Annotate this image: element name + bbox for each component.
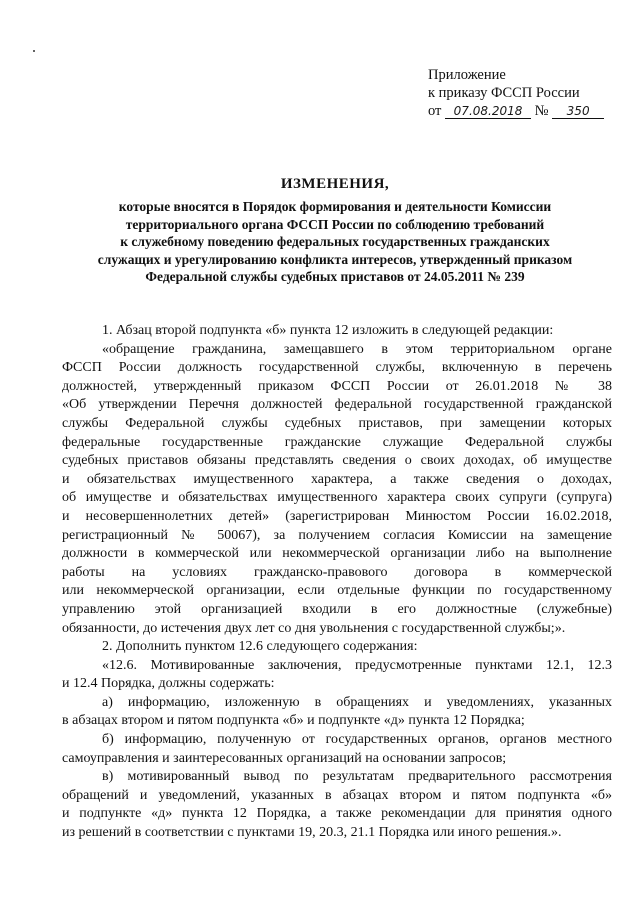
body-line: из решений в соответствии с пунктами 19, 20.3, 21.1 Порядка или иного решения.». <box>62 825 562 841</box>
appendix-label: Приложение <box>428 67 506 83</box>
heading-line: служащих и урегулированию конфликта интересов, утвержденный приказом <box>97 251 573 267</box>
body-line: службы Федеральной службы судебных приставов, при замещении которых <box>62 415 612 431</box>
date-prefix: от <box>428 103 442 119</box>
body-line: регистрационный № 50067), за получением согласия Комиссии на замещение <box>62 527 612 543</box>
body-line: а) информацию, изложенную в обращениях и уведомлениях, указанных <box>102 694 612 710</box>
document-body <box>62 322 612 843</box>
body-line: и 12.4 Порядка, должны содержать: <box>62 676 275 692</box>
body-line: ФССП России должность государственной службы, включенную в перечень <box>62 360 612 376</box>
body-line: федеральные государственные гражданские служащие Федеральной службы <box>62 434 612 450</box>
heading-line: к служебному поведению федеральных государственных гражданских <box>120 234 550 249</box>
document-heading <box>70 174 600 286</box>
appendix-date-line <box>428 102 604 120</box>
body-line: должностей, утвержденный приказом ФССП России от 26.01.2018 № 38 <box>62 378 612 394</box>
body-line: управлению этой организацией входили в его должностные (служебные) <box>62 601 612 617</box>
body-line: обязанности, до истечения двух лет со дня увольнения с государственной службы;». <box>62 620 566 636</box>
appendix-order-ref: к приказу ФССП России <box>428 85 580 101</box>
body-line: или некоммерческой организации, если отдельные функции по государственному <box>62 583 612 599</box>
body-line: «Об утверждении Перечня должностей федеральной государственной гражданской <box>62 397 612 413</box>
body-line: 2. Дополнить пунктом 12.6 следующего содержания: <box>102 639 418 655</box>
body-line: «обращение гражданина, замещавшего в этом территориальном органе <box>102 341 612 357</box>
appendix-block <box>428 66 604 120</box>
body-line: и обязательствах имущественного характера, а также сведения о доходах, <box>62 471 612 487</box>
body-line: об имуществе и обязательствах имущественного характера своих супруги (супруга) <box>62 490 612 506</box>
heading-line: которые вносятся в Порядок формирования и деятельности Комиссии <box>118 199 552 214</box>
handwritten-date: 07.08.2018 <box>445 104 531 119</box>
body-line: должности в коммерческой или некоммерческой организации либо на выполнение <box>62 546 612 562</box>
body-line: работы на условиях гражданско-правового договора в коммерческой <box>62 564 612 580</box>
heading-subtitle <box>70 198 600 286</box>
heading-line: Федеральной службы судебных приставов от 24.05.2011 № 239 <box>145 269 525 284</box>
body-line: 1. Абзац второй подпункта «б» пункта 12 изложить в следующей редакции: <box>102 323 554 338</box>
body-line: в абзацах втором и пятом подпункта «б» и подпункте «д» пункта 12 Порядка; <box>62 713 525 729</box>
body-line: «12.6. Мотивированные заключения, предусмотренные пунктами 12.1, 12.3 <box>102 657 612 673</box>
body-line: судебных приставов обязаны представлять сведения о своих доходах, об имуществе <box>62 453 612 469</box>
body-line: и несовершеннолетних детей» (зарегистрирован Минюстом России 16.02.2018, <box>62 508 612 524</box>
body-line: в) мотивированный вывод по результатам предварительного рассмотрения <box>102 769 612 785</box>
body-line: и подпункте «д» пункта 12 Порядка, а также рекомендации для принятия одного <box>62 806 612 822</box>
heading-line: территориального органа ФССП России по соблюдению требований <box>125 216 545 232</box>
body-line: обращений и уведомлений, указанных в абзацах втором и пятом подпункта «б» <box>62 787 612 803</box>
scan-speck <box>33 50 35 52</box>
number-prefix: № <box>534 103 549 119</box>
heading-title: ИЗМЕНЕНИЯ, <box>280 176 390 192</box>
body-line: б) информацию, полученную от государственных органов, органов местного <box>102 732 612 748</box>
body-line: самоуправления и заинтересованных организаций на основании запросов; <box>62 750 507 766</box>
handwritten-number: 350 <box>552 104 604 119</box>
